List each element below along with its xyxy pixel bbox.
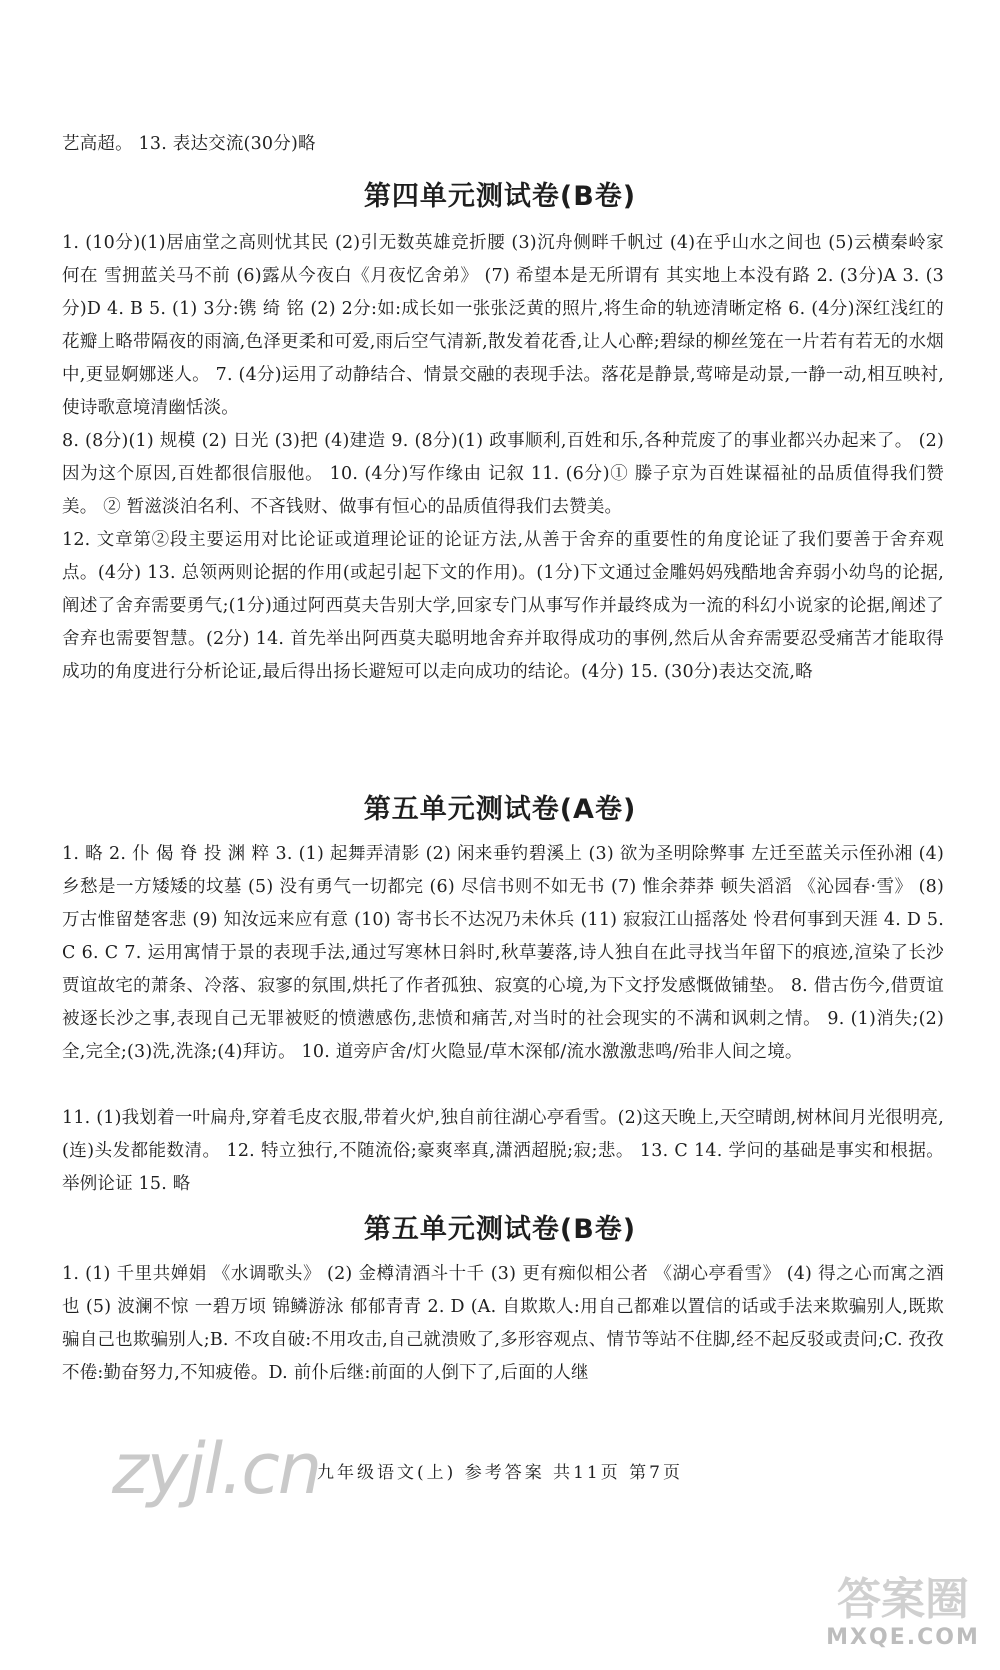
page-footer: 九年级语文(上) 参考答案 共11页 第7页 — [317, 1463, 683, 1483]
section-unit5-a-para-2: 11. (1)我划着一叶扁舟,穿着毛皮衣服,带着火炉,独自前往湖心亭看雪。(2)这天晚上,天空晴朗,树林间月光很明亮,(连)头发都能数清。 12. 特立独行,不随流俗;豪爽率真,潇洒超脱;寂;悲。 13. C 14. 学问的基础是事实和根据。举例论证 15. 略 — [62, 1108, 944, 1194]
intro-line: 艺高超。 13. 表达交流(30分)略 — [62, 134, 316, 154]
section-title-unit5-b: 第五单元测试卷(B卷) — [363, 1214, 637, 1245]
section-unit5-b-para-1: 1. (1) 千里共婵娟 《水调歌头》 (2) 金樽清酒斗十千 (3) 更有痴似相公者 《湖心亭看雪》 (4) 得之心而寓之酒也 (5) 波澜不惊 一碧万顷 锦鳞游泳 郁郁青青 2. D (A. 自欺欺人:用自己都难以置信的话或手法来欺骗别人,既欺骗自己也欺骗别人;B. 不攻自破:不用攻击,自己就溃败了,多形容观点、情节等站不住脚,经不起反驳或责问;C. 孜孜不倦:勤奋努力,不知疲倦。D. 前仆后继:前面的人倒下了,后面的人继 — [62, 1264, 944, 1383]
watermark-mxqe-sub: MXQE.COM — [826, 1625, 980, 1650]
section-title-unit4-b: 第四单元测试卷(B卷) — [363, 181, 637, 212]
watermark-zyjl: zyjl.cn — [112, 1428, 321, 1510]
watermark-mxqe — [818, 1575, 988, 1650]
watermark-mxqe-main: 答案圈 — [837, 1574, 969, 1625]
section-unit4-b-para-1: 1. (10分)(1)居庙堂之高则忧其民 (2)引无数英雄竞折腰 (3)沉舟侧畔千帆过 (4)在乎山水之间也 (5)云横秦岭家何在 雪拥蓝关马不前 (6)露从今夜白《月夜忆舍弟》 (7) 希望本是无所谓有 其实地上本没有路 2. (3分)A 3. (3分)D 4. B 5. (1) 3分:镌 绮 铭 (2) 2分:如:成长如一张张泛黄的照片,将生命的轨迹清晰定格 6. (4分)深红浅红的花瓣上略带隔夜的雨滴,色泽更柔和可爱,雨后空气清新,散发着花香,让人心醉;碧绿的柳丝笼在一片若有若无的水烟中,更显婀娜迷人。 7. (4分)运用了动静结合、情景交融的表现手法。落花是静景,莺啼是动景,一静一动,相互映衬,使诗歌意境清幽恬淡。 — [62, 233, 944, 418]
section-unit4-b-para-2: 8. (8分)(1) 规模 (2) 日光 (3)把 (4)建造 9. (8分)(1) 政事顺利,百姓和乐,各种荒废了的事业都兴办起来了。 (2) 因为这个原因,百姓都很信服他。 10. (4分)写作缘由 记叙 11. (6分)① 滕子京为百姓谋福祉的品质值得我们赞美。 ② 暂滋淡泊名利、不吝钱财、做事有恒心的品质值得我们去赞美。 — [62, 431, 944, 517]
section-unit4-b-para-3: 12. 文章第②段主要运用对比论证或道理论证的论证方法,从善于舍弃的重要性的角度论证了我们要善于舍弃观点。(4分) 13. 总领两则论据的作用(或起引起下文的作用)。(1分)下文通过金雕妈妈残酷地舍弃弱小幼鸟的论据,阐述了舍弃需要勇气;(1分)通过阿西莫夫告别大学,回家专门从事写作并最终成为一流的科幻小说家的论据,阐述了舍弃也需要智慧。(2分) 14. 首先举出阿西莫夫聪明地舍弃并取得成功的事例,然后从舍弃需要忍受痛苦才能取得成功的角度进行分析论证,最后得出扬长避短可以走向成功的结论。(4分) 15. (30分)表达交流,略 — [62, 530, 944, 682]
section-unit5-a-para-1: 1. 略 2. 仆 偈 脊 投 渊 粹 3. (1) 起舞弄清影 (2) 闲来垂钓碧溪上 (3) 欲为圣明除弊事 左迁至蓝关示侄孙湘 (4) 乡愁是一方矮矮的坟墓 (5) 没有勇气一切都完 (6) 尽信书则不如无书 (7) 惟余莽莽 顿失滔滔 《沁园春·雪》 (8) 万古惟留楚客悲 (9) 知汝远来应有意 (10) 寄书长不达况乃未休兵 (11) 寂寂江山摇落处 怜君何事到天涯 4. D 5. C 6. C 7. 运用寓情于景的表现手法,通过写寒林日斜时,秋草萋落,诗人独自在此寻找当年留下的痕迹,渲染了长沙贾谊故宅的萧条、冷落、寂寥的氛围,烘托了作者孤独、寂寞的心境,为下文抒发感慨做铺垫。 8. 借古伤今,借贾谊被逐长沙之事,表现自己无罪被贬的愤懑感伤,悲愤和痛苦,对当时的社会现实的不满和讽刺之情。 9. (1)消失;(2)全,完全;(3)洗,洗涤;(4)拜访。 10. 道旁庐舍/灯火隐显/草木深郁/流水激激悲鸣/殆非人间之境。 — [62, 844, 944, 1062]
section-title-unit5-a: 第五单元测试卷(A卷) — [363, 794, 637, 825]
